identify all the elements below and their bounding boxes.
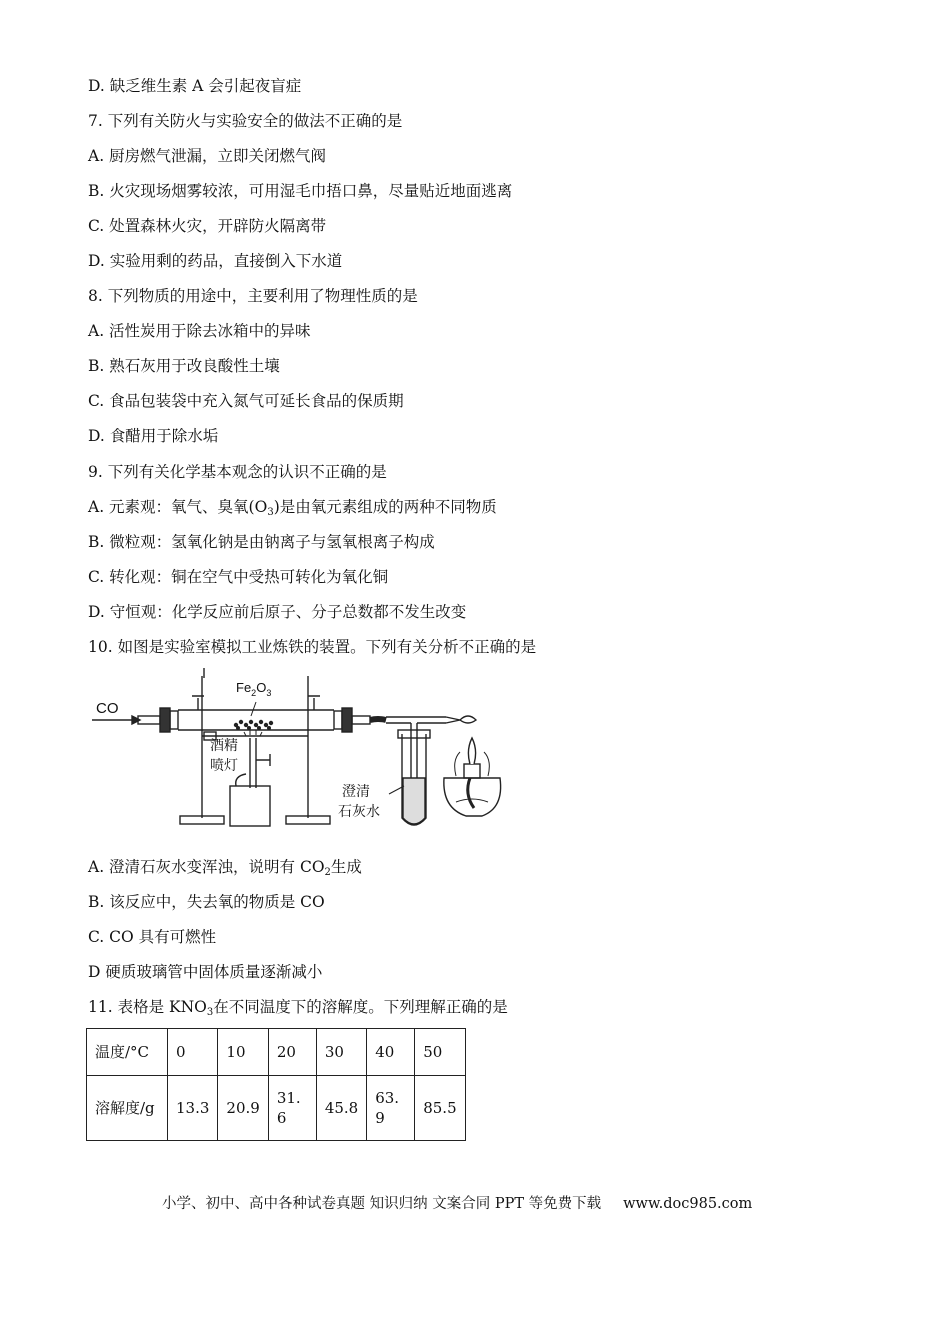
footer-url[interactable]: www.doc985.com (623, 1196, 753, 1212)
q8-option-d: D. 食醋用于除水垢 (88, 427, 219, 445)
table-cell: 50 (415, 1029, 465, 1076)
table-cell: 31.6 (268, 1076, 316, 1141)
q8-option-a: A. 活性炭用于除去冰箱中的异味 (88, 322, 311, 340)
lamp-label-1: 酒精 (210, 738, 238, 754)
q10-option-d: D 硬质玻璃管中固体质量逐渐减小 (88, 963, 323, 981)
q7-option-a: A. 厨房燃气泄漏，立即关闭燃气阀 (88, 147, 327, 165)
q8-stem: 8. 下列物质的用途中，主要利用了物理性质的是 (88, 287, 418, 305)
q9-option-b: B. 微粒观：氢氧化钠是由钠离子与氢氧根离子构成 (88, 533, 435, 551)
table-cell: 30 (316, 1029, 366, 1076)
co-label: CO (96, 700, 119, 717)
table-cell: 45.8 (316, 1076, 366, 1141)
table-row-solubility (87, 1076, 466, 1141)
fe2o3-pointer (251, 702, 256, 716)
ironmaking-apparatus-diagram (86, 668, 516, 838)
q10-option-c: C. CO 具有可燃性 (88, 928, 217, 946)
lamp-flame-dots (244, 730, 262, 736)
right-clamp (308, 696, 320, 710)
q7-stem: 7. 下列有关防火与实验安全的做法不正确的是 (88, 112, 403, 130)
table-header-solubility: 溶解度/g (87, 1076, 168, 1141)
q10-stem: 10. 如图是实验室模拟工业炼铁的装置。下列有关分析不正确的是 (88, 638, 537, 656)
alcohol-lamp-wick (468, 778, 474, 808)
lamp-tube (236, 774, 246, 786)
left-stopper (160, 708, 170, 732)
page-footer (162, 1192, 752, 1213)
table-cell: 20 (268, 1029, 316, 1076)
flame-icon (460, 716, 476, 723)
q8-option-c: C. 食品包装袋中充入氮气可延长食品的保质期 (88, 392, 404, 410)
fe2o3-label: $Fe_2O_3$ (236, 680, 272, 698)
q9-option-c: C. 转化观：铜在空气中受热可转化为氧化铜 (88, 568, 389, 586)
test-tube-stopper (398, 730, 430, 738)
lamp-valve (256, 754, 270, 766)
q10-option-b: B. 该反应中，失去氧的物质是 CO (88, 893, 325, 911)
q11-stem-post: 在不同温度下的溶解度。下列理解正确的是 (213, 998, 508, 1016)
solubility-table (86, 1028, 466, 1141)
footer-text: 小学、初中、高中各种试卷真题 知识归纳 文案合同 PPT 等免费下载 (162, 1196, 602, 1212)
q7-option-d: D. 实验用剩的药品，直接倒入下水道 (88, 252, 343, 270)
right-clamp-ring (334, 711, 342, 729)
q11-stem (88, 996, 508, 1024)
co-arrow-head (132, 716, 140, 724)
table-cell: 0 (168, 1029, 218, 1076)
limewater-label-2: 石灰水 (338, 804, 380, 820)
table-cell: 63.9 (367, 1076, 415, 1141)
q7-option-b: B. 火灾现场烟雾较浓，可用湿毛巾捂口鼻，尽量贴近地面逃离 (88, 182, 513, 200)
table-header-temperature: 温度/°C (87, 1029, 168, 1076)
q9-option-a-sub: 3 (267, 507, 274, 518)
outlet-tube (352, 716, 370, 724)
limewater-label-1: 澄清 (342, 784, 370, 800)
q10-option-a-pre: A. 澄清石灰水变浑浊，说明有 CO (88, 858, 325, 876)
lamp-tank (230, 786, 270, 826)
q11-stem-sub: 3 (206, 1007, 214, 1018)
table-row-temperature (87, 1029, 466, 1076)
q9-option-a (88, 496, 497, 524)
alcohol-lamp-neck (464, 764, 480, 778)
jet-nozzle (446, 717, 460, 723)
q10-option-a-sub: 2 (324, 867, 331, 878)
q9-option-a-post: )是由氧元素组成的两种不同物质 (273, 498, 497, 516)
q9-option-d: D. 守恒观：化学反应前后原子、分子总数都不发生改变 (88, 603, 467, 621)
table-cell: 85.5 (415, 1076, 465, 1141)
right-stopper (342, 708, 352, 732)
q10-option-a-post: 生成 (330, 858, 362, 876)
q11-stem-pre: 11. 表格是 KNO (88, 998, 207, 1016)
table-cell: 13.3 (168, 1076, 218, 1141)
q10-option-a (88, 856, 362, 884)
lamp-label-2: 喷灯 (210, 758, 238, 774)
alcohol-lamp-body (444, 778, 501, 816)
q8-option-b: B. 熟石灰用于改良酸性土壤 (88, 357, 280, 375)
q9-stem: 9. 下列有关化学基本观念的认识不正确的是 (88, 463, 387, 481)
table-cell: 10 (218, 1029, 268, 1076)
q6-option-d: D. 缺乏维生素 A 会引起夜盲症 (88, 77, 302, 95)
rubber-hose (370, 719, 386, 720)
table-cell: 40 (367, 1029, 415, 1076)
limewater (403, 778, 425, 824)
table-cell: 20.9 (218, 1076, 268, 1141)
left-clamp-ring (170, 711, 178, 729)
fe2o3-powder (234, 720, 273, 730)
q7-option-c: C. 处置森林火灾，开辟防火隔离带 (88, 217, 327, 235)
alcohol-lamp-flame-icon (468, 738, 475, 764)
q9-option-a-pre: A. 元素观：氧气、臭氧(O (88, 498, 268, 516)
